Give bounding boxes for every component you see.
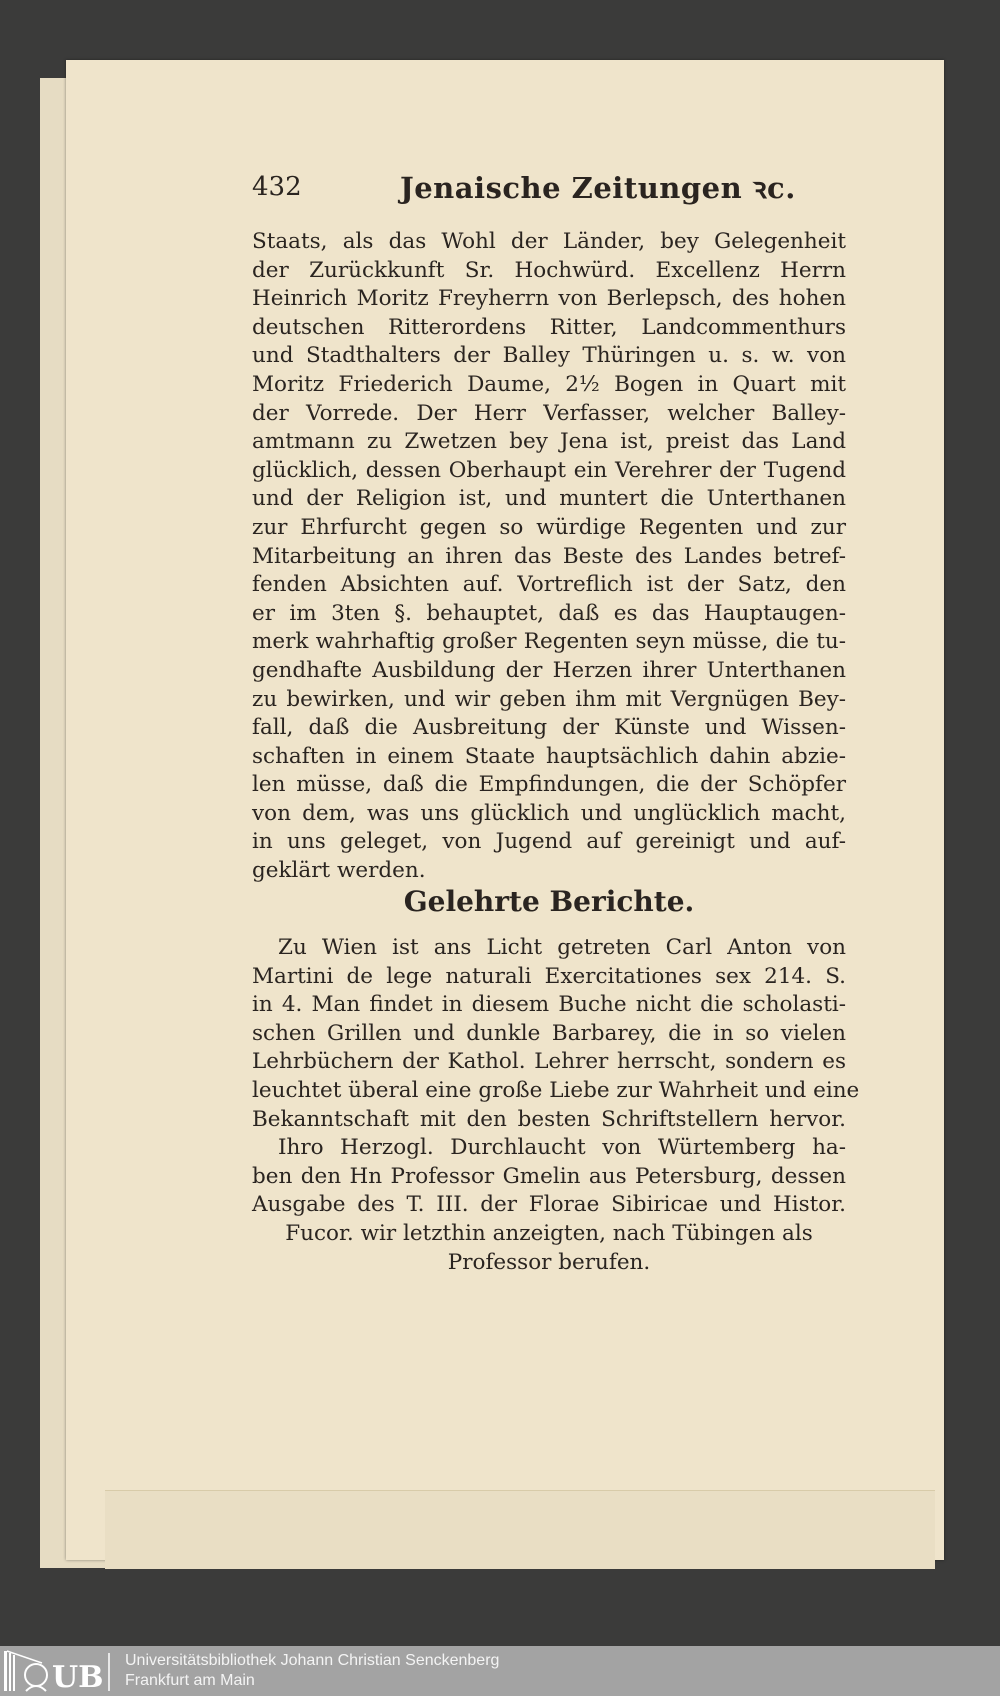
text-line: Staats, als das Wohl der Länder, bey Gelegenheit: [252, 229, 846, 254]
text-line: Lehrbüchern der Kathol. Lehrer herrscht, sondern es: [252, 1049, 846, 1075]
text-line: glücklich, dessen Oberhaupt ein Verehrer der Tugend: [252, 457, 846, 483]
text-line: Ihro Herzogl. Durchlaucht von Würtemberg ha-: [278, 1135, 846, 1161]
text-line: Fucor. wir letzthin anzeigten, nach Tübingen als: [285, 1220, 813, 1246]
text-line: Bekanntschaft mit den besten Schriftstellern hervor.: [252, 1106, 846, 1132]
text-line: er im 3ten §. behauptet, daß es das Hauptaugen-: [252, 600, 846, 626]
text-line: in uns geleget, von Jugend auf gereinigt und auf-: [252, 829, 846, 855]
text-line: und der Religion ist, und muntert die Unterthanen: [252, 486, 846, 512]
text-line: von dem, was uns glücklich und unglücklich macht,: [252, 800, 846, 826]
text-line: in 4. Man findet in diesem Buche nicht die scholasti-: [252, 992, 846, 1018]
text-line: Zu Wien ist ans Licht getreten Carl Anton von: [278, 935, 846, 960]
text-line: fall, daß die Ausbreitung der Künste und Wissen-: [252, 715, 846, 741]
text-line: zu bewirken, und wir geben ihm mit Vergnügen Bey-: [252, 686, 846, 712]
svg-text:UB: UB: [52, 1660, 104, 1693]
text-line: Moritz Friederich Daume, 2½ Bogen in Quart mit: [252, 371, 846, 397]
text-line: schen Grillen und dunkle Barbarey, die in so vielen: [252, 1020, 846, 1046]
text-line: fenden Absichten auf. Vortreflich ist der Satz, den: [252, 572, 846, 598]
text-line: schaften in einem Staate hauptsächlich dahin abzie-: [252, 743, 846, 769]
text-line: deutschen Ritterordens Ritter, Landcommenthurs: [252, 314, 846, 340]
text-line: Martini de lege naturali Exercitationes sex 214. S.: [252, 963, 846, 989]
text-line: amtmann zu Zwetzen bey Jena ist, preist das Land: [252, 429, 846, 455]
text-line: leuchtet überal eine große Liebe zur Wahrheit und eine: [252, 1077, 860, 1103]
section-text: [252, 934, 860, 1277]
text-line: der Vorrede. Der Herr Verfasser, welcher Balley-: [252, 400, 846, 426]
text-line: der Zurückkunft Sr. Hochwürd. Excellenz Herrn: [252, 257, 846, 283]
text-line: Heinrich Moritz Freyherrn von Berlepsch, des hohen: [252, 286, 846, 312]
text-line: merk wahrhaftig großer Regenten seyn müsse, die tu-: [252, 629, 846, 655]
text-line: ben den Hn Professor Gmelin aus Petersburg, dessen: [252, 1163, 846, 1189]
text-line: geklärt werden.: [252, 858, 426, 884]
running-title: Jenaische Zeitungen ꝛc.: [400, 171, 796, 205]
library-name: Universitätsbibliothek Johann Christian Senckenberg: [125, 1652, 500, 1669]
page-header: [252, 168, 852, 208]
text-line: Professor berufen.: [447, 1249, 651, 1275]
library-footer: [0, 1646, 1000, 1696]
section-heading: Gelehrte Berichte.: [403, 885, 695, 918]
body-text: [252, 228, 846, 886]
text-line: zur Ehrfurcht gegen so würdige Regenten und zur: [252, 514, 846, 540]
text-line: Ausgabe des T. III. der Florae Sibiricae und Histor.: [252, 1192, 846, 1218]
text-line: len müsse, daß die Empfindungen, die der Schöpfer: [252, 772, 846, 798]
text-line: und Stadthalters der Balley Thüringen u. s. w. von: [252, 343, 846, 369]
text-line: Mitarbeitung an ihren das Beste des Landes betref-: [252, 543, 846, 569]
library-city: Frankfurt am Main: [125, 1672, 255, 1689]
text-line: gendhafte Ausbildung der Herzen ihrer Unterthanen: [252, 657, 846, 683]
ub-logo-icon: [2, 1649, 114, 1693]
page-number: 432: [252, 172, 302, 202]
paper-edge: [105, 1490, 935, 1569]
